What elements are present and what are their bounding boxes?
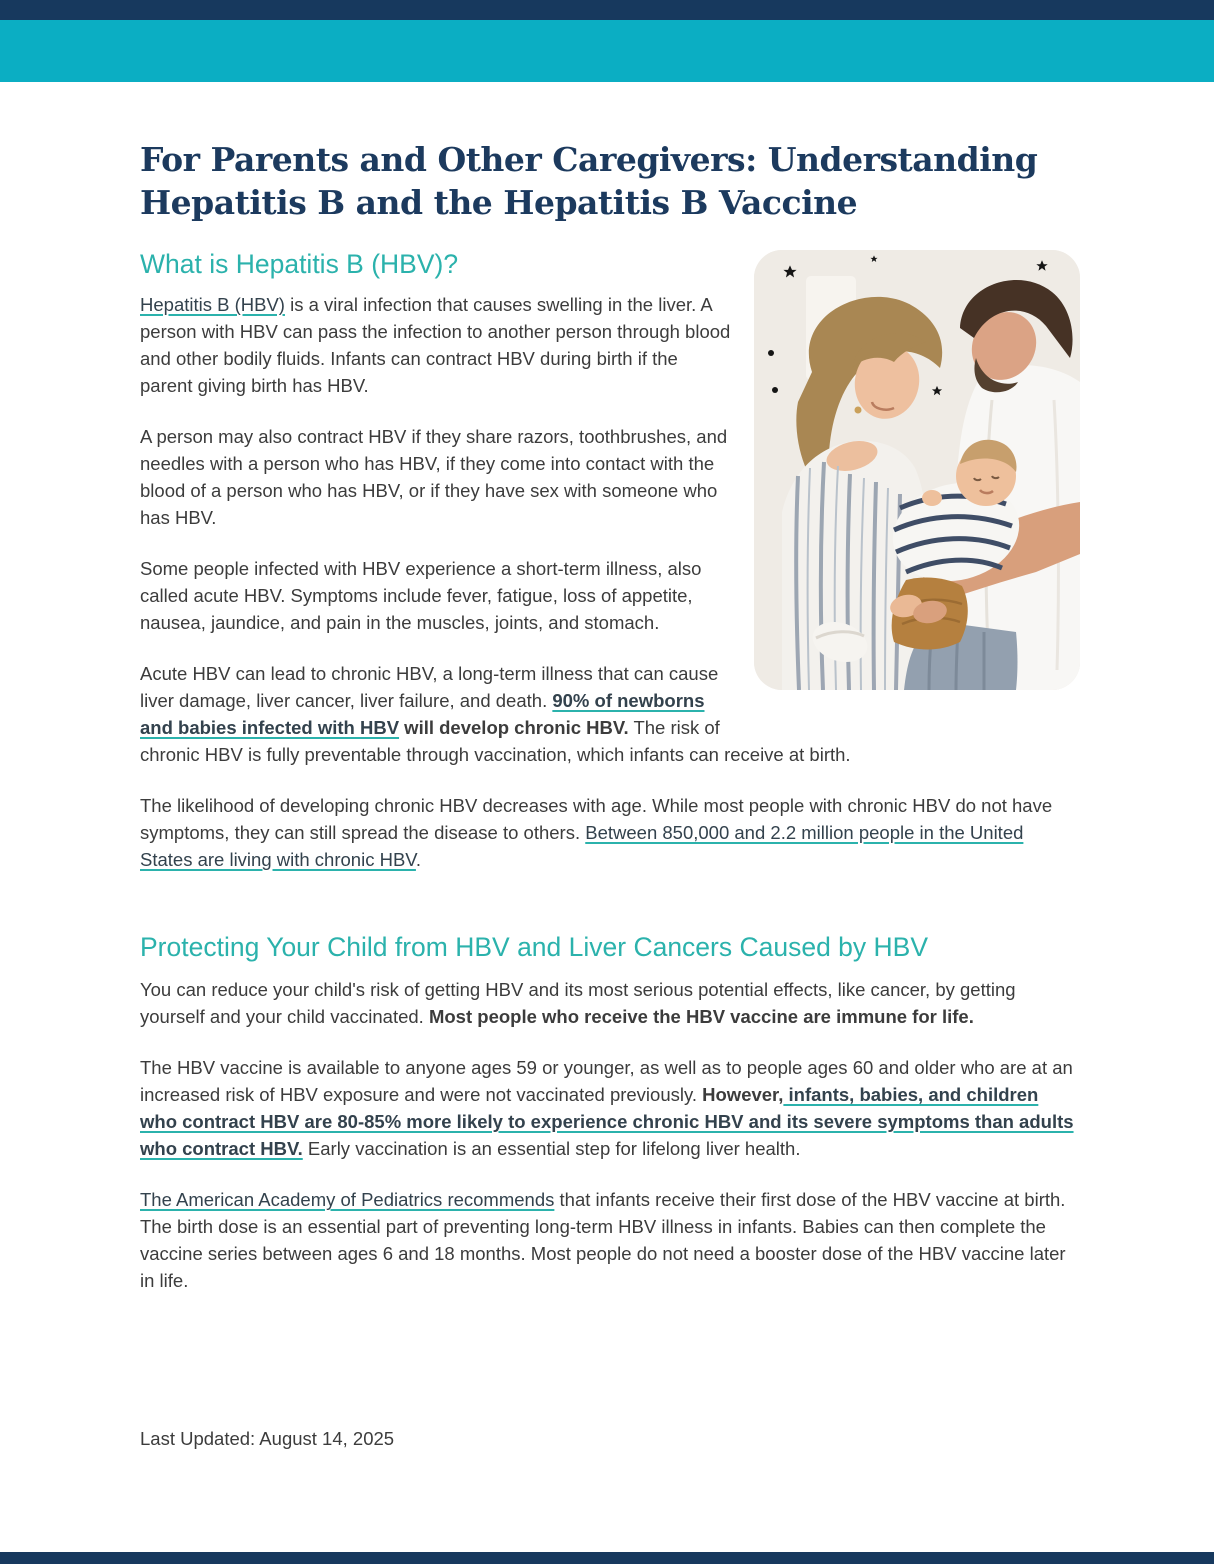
last-updated-note: Last Updated: August 14, 2025 (140, 1428, 395, 1449)
section-heading-what-is-hbv: What is Hepatitis B (HBV)? (140, 249, 459, 279)
text-run: However, (702, 1084, 784, 1106)
page-title-line1: For Parents and Other Caregivers: Understanding (140, 140, 1038, 179)
family-photo (754, 250, 1080, 690)
top-navy-bar (0, 0, 1214, 20)
paragraph (140, 976, 1080, 1030)
inline-link[interactable]: The American Academy of Pediatrics recommends (140, 1189, 555, 1211)
text-run: . (415, 849, 422, 871)
section-heading-protecting-your-child: Protecting Your Child from HBV and Liver Cancers Caused by HBV (140, 932, 929, 963)
inline-link[interactable]: Hepatitis B (HBV) (140, 294, 285, 316)
text-run: Acute HBV can lead to chronic HBV, a long-term illness that can cause liver damage, liver cancer, liver failure, and death. (140, 663, 719, 712)
inline-link[interactable]: Between 850,000 and 2.2 million people in the United States are living with chronic HBV (140, 822, 1024, 871)
paragraph (140, 792, 1080, 873)
bottom-navy-bar (0, 1552, 1214, 1564)
section-protecting-your-child (140, 931, 1080, 1294)
text-run: that infants receive their first dose of the HBV vaccine at birth. The birth dose is an essential part of preventing long-term HBV illness in infants. Babies can then complete the vaccine series between ages 6 and 18 months. Most people do not need a booster dose of the HBV vaccine later in life. (140, 1189, 1066, 1292)
text-run: Some people infected with HBV experience a short-term illness, also called acute HBV. Symptoms include fever, fatigue, loss of appetite, nausea, jaundice, and pain in the muscles, joints, and stomach. (140, 558, 702, 634)
inline-link[interactable]: infants, babies, and children who contract HBV are 80-85% more likely to experience chronic HBV and its severe symptoms than adults who contract HBV. (140, 1084, 1074, 1160)
text-run: The likelihood of developing chronic HBV decreases with age. While most people with chronic HBV do not have symptoms, they can still spread the disease to others. (140, 795, 1053, 844)
text-run: The risk of chronic HBV is fully preventable through vaccination, which infants can receive at birth. (140, 717, 851, 766)
text-run: will develop chronic HBV. (399, 717, 629, 739)
text-run: is a viral infection that causes swelling in the liver. A person with HBV can pass the infection to another person through blood and other bodily fluids. Infants can contract HBV during birth if the parent giving birth has HBV. (140, 294, 731, 397)
paragraph (140, 1054, 1080, 1162)
inline-link[interactable]: 90% of newborns and babies infected with HBV (140, 690, 705, 739)
text-run: You can reduce your child's risk of getting HBV and its most serious potential effects, like cancer, by getting yourself and your child vaccinated. (140, 979, 1016, 1028)
text-run: Most people who receive the HBV vaccine are immune for life. (428, 1006, 974, 1028)
page-title-line2: Hepatitis B and the Hepatitis B Vaccine (140, 183, 858, 222)
paragraph (140, 1186, 1080, 1294)
content-area (0, 138, 1214, 1294)
section-what-is-hbv (140, 248, 1080, 897)
text-run: The HBV vaccine is available to anyone ages 59 or younger, as well as to people ages 60 and older who are at an increased risk of HBV exposure and were not vaccinated previously. (140, 1057, 1073, 1106)
text-run: A person may also contract HBV if they share razors, toothbrushes, and needles with a person who has HBV, if they come into contact with the blood of a person who has HBV, or if they have sex with someone who has HBV. (140, 426, 728, 529)
family-photo-illustration (754, 250, 1080, 690)
text-run: Early vaccination is an essential step for lifelong liver health. (302, 1138, 801, 1160)
page-title (140, 138, 1080, 224)
section-body-protecting-your-child (140, 976, 1080, 1294)
top-teal-bar (0, 20, 1214, 82)
